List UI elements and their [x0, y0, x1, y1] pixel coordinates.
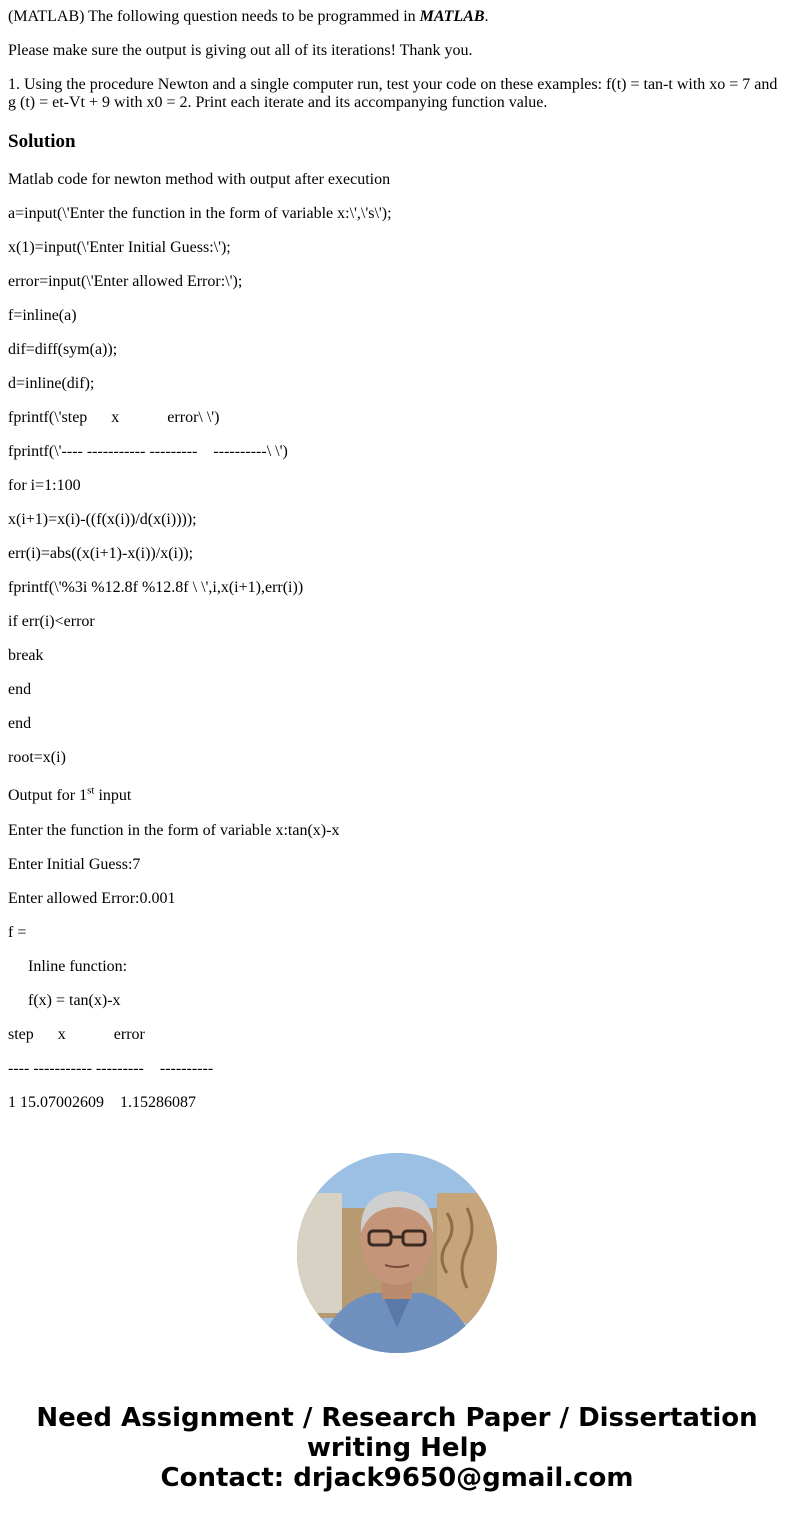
code-line: fprintf(\'%3i %12.8f %12.8f \ \',i,x(i+1),err(i))	[8, 579, 304, 596]
solution-heading: Solution	[8, 131, 76, 152]
code-line: root=x(i)	[8, 749, 66, 766]
promo-footer	[0, 1403, 794, 1493]
avatar	[297, 1153, 497, 1353]
code-line: end	[8, 715, 32, 732]
code-line: err(i)=abs((x(i+1)-x(i))/x(i));	[8, 545, 194, 562]
footer-contact: Contact: drjack9650@gmail.com	[160, 1463, 634, 1493]
output-line: step x error	[8, 1026, 145, 1043]
intro-text: (MATLAB) The following question needs to be programmed in	[8, 8, 420, 25]
output-heading-suffix: input	[94, 787, 132, 804]
code-line: f=inline(a)	[8, 307, 77, 324]
footer-line-1: Need Assignment / Research Paper / Dissertation	[36, 1403, 758, 1433]
output-heading-sup: st	[87, 784, 95, 797]
code-line: error=input(\'Enter allowed Error:\');	[8, 273, 243, 290]
code-line: x(1)=input(\'Enter Initial Guess:\');	[8, 239, 231, 256]
question-request: Please make sure the output is giving out all of its iterations! Thank you.	[8, 42, 473, 59]
code-line: dif=diff(sym(a));	[8, 341, 118, 358]
question-intro	[8, 8, 489, 26]
question-task: 1. Using the procedure Newton and a single computer run, test your code on these examples: f(t) = tan-t with xo = 7 and g (t) = et-Vt + 9 with x0 = 2. Print each iterate and its accompanying function value.	[8, 76, 778, 111]
solution-description: Matlab code for newton method with output after execution	[8, 171, 391, 188]
output-line: Enter the function in the form of variable x:tan(x)-x	[8, 822, 340, 839]
output-line: Enter Initial Guess:7	[8, 856, 141, 873]
output-line: ---- ----------- --------- ----------	[8, 1060, 214, 1077]
code-line: fprintf(\'---- ----------- --------- ----------\ \')	[8, 443, 288, 460]
code-line: for i=1:100	[8, 477, 81, 494]
output-heading-text: Output for 1	[8, 787, 88, 804]
output-line: f(x) = tan(x)-x	[8, 992, 121, 1009]
person-photo-icon	[297, 1153, 497, 1353]
footer-line-2: writing Help	[306, 1433, 488, 1463]
intro-emphasis: MATLAB	[419, 8, 485, 25]
output-line: f =	[8, 924, 27, 941]
output-line: 1 15.07002609 1.15286087	[8, 1094, 196, 1111]
code-line: x(i+1)=x(i)-((f(x(i))/d(x(i))));	[8, 511, 197, 528]
intro-suffix: .	[484, 8, 489, 25]
code-line: break	[8, 647, 44, 664]
code-line: if err(i)<error	[8, 613, 95, 630]
code-line: d=inline(dif);	[8, 375, 95, 392]
output-line: Enter allowed Error:0.001	[8, 890, 176, 907]
output-line: Inline function:	[8, 958, 128, 975]
code-line: a=input(\'Enter the function in the form of variable x:\',\'s\');	[8, 205, 392, 222]
output-heading	[8, 784, 132, 805]
code-line: fprintf(\'step x error\ \')	[8, 409, 220, 426]
code-line: end	[8, 681, 32, 698]
